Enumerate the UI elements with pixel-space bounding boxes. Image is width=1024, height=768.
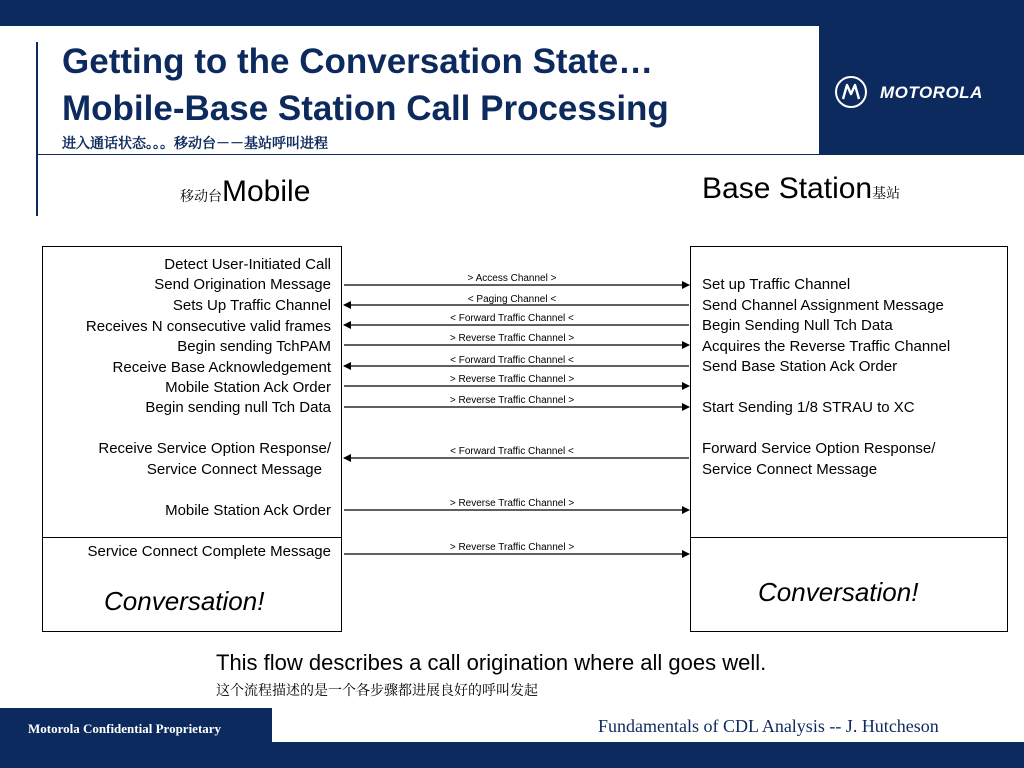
page-title-chinese: 进入通话状态。。。移动台－－基站呼叫进程 [62,136,328,152]
confidential-panel [0,708,272,768]
message-label: < Paging Channel < [467,294,557,305]
mobile-step: Begin sending null Tch Data [145,399,331,416]
base-step: Begin Sending Null Tch Data [702,317,893,334]
base-heading-chinese: 基站 [872,186,901,202]
message-label: > Reverse Traffic Channel > [449,498,575,509]
mobile-step: Receives N consecutive valid frames [85,318,331,335]
base-step: Acquires the Reverse Traffic Channel [702,338,951,355]
footnote: This flow describes a call origination where all goes well. [216,650,767,675]
confidential-label: Motorola Confidential Proprietary [28,721,222,736]
message-label: > Reverse Traffic Channel > [449,542,575,553]
course-credit: Fundamentals of CDL Analysis -- J. Hutcheson [598,716,939,736]
mobile-step: Mobile Station Ack Order [165,379,331,396]
mobile-step: Receive Service Option Response/ [98,440,331,457]
message-label: > Reverse Traffic Channel > [449,374,575,385]
mobile-step: Service Connect Message [146,461,322,478]
mobile-step: Send Origination Message [154,276,331,293]
base-step: Send Channel Assignment Message [702,297,944,314]
page-subtitle: Mobile-Base Station Call Processing [62,89,669,128]
brand-name: MOTOROLA [880,83,983,102]
mobile-step: Receive Base Acknowledgement [112,359,331,376]
base-heading-label: Base Station [702,172,873,205]
mobile-conversation-label: Conversation! [104,586,265,616]
mobile-heading-label: Mobile [222,175,311,208]
base-conversation-label: Conversation! [758,577,919,607]
message-label: < Forward Traffic Channel < [450,446,574,457]
mobile-step: Mobile Station Ack Order [165,502,331,519]
mobile-step: Begin sending TchPAM [177,338,331,355]
mobile-heading-chinese: 移动台 [180,189,222,205]
mobile-step: Detect User-Initiated Call [164,256,331,273]
message-label: < Forward Traffic Channel < [450,355,574,366]
base-step: Forward Service Option Response/ [702,440,936,457]
page-title: Getting to the Conversation State… [62,42,654,81]
footnote-chinese: 这个流程描述的是一个各步骤都进展良好的呼叫发起 [216,683,538,699]
mobile-step: Sets Up Traffic Channel [172,297,331,314]
message-label: > Access Channel > [467,273,557,284]
base-step: Set up Traffic Channel [702,276,851,293]
base-step: Service Connect Message [702,461,878,478]
message-label: > Reverse Traffic Channel > [449,333,575,344]
base-step: Send Base Station Ack Order [702,358,898,375]
message-label: < Forward Traffic Channel < [450,313,574,324]
mobile-step: Service Connect Complete Message [87,543,331,560]
message-label: > Reverse Traffic Channel > [449,395,575,406]
base-step: Start Sending 1/8 STRAU to XC [702,399,915,416]
